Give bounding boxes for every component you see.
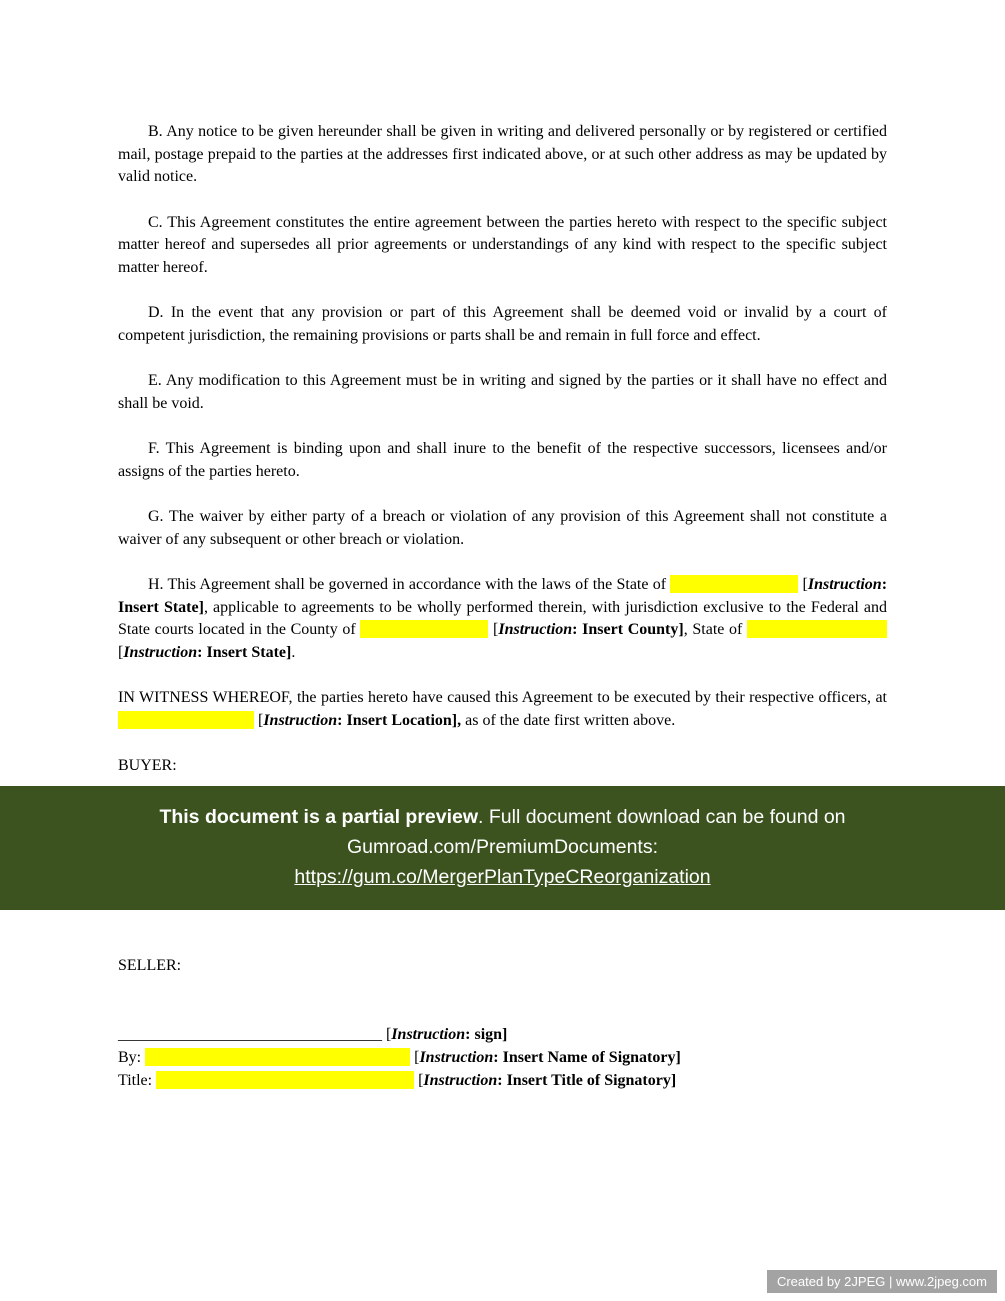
paragraph-c: C. This Agreement constitutes the entire agreement between the parties hereto with respect to the specific subject matter hereof and supersedes all prior agreements or understandings of any kind with respect to the specific subject matter hereof. (118, 213, 887, 276)
instruction-note: [Instruction: Insert State] (118, 643, 292, 661)
highlight-blank (670, 575, 798, 593)
highlight-blank (747, 620, 887, 638)
seller-section (0, 910, 1005, 977)
preview-download-link[interactable]: https://gum.co/MergerPlanTypeCReorganization (294, 866, 711, 888)
paragraph-e: E. Any modification to this Agreement must be in writing and signed by the parties or it shall have no effect and shall be void. (118, 372, 887, 412)
instruction-note: [Instruction: Insert Location], (258, 711, 462, 729)
preview-banner-bold-text: This document is a partial preview (159, 806, 479, 828)
paragraph-b: B. Any notice to be given hereunder shall be given in writing and delivered personally or by registered or certified mail, postage prepaid to the parties at the addresses first indicated above, or at such other address as may be updated by valid notice. (118, 123, 887, 185)
preview-banner (0, 786, 1005, 910)
watermark-badge: Created by 2JPEG | www.2jpeg.com (767, 1270, 997, 1293)
instruction-note: [Instruction: Insert Name of Signatory] (414, 1049, 681, 1066)
signature-block (0, 977, 1005, 1092)
signature-title-line: Title: [Instruction: Insert Title of Signatory] (118, 1072, 677, 1089)
highlight-blank (360, 620, 488, 638)
paragraph-witness: IN WITNESS WHEREOF, the parties hereto have caused this Agreement to be executed by their respective officers, at [Instruction: Insert Location], as of the date first written above. (118, 689, 887, 729)
paragraph-h: H. This Agreement shall be governed in accordance with the laws of the State of [Instruction: Insert State], applicable to agreements to be wholly performed therein, with jurisdiction exclusive to the Federal and State courts located in the County of [Instruction: Insert County], State of [Instruction: Insert State]. (118, 576, 888, 661)
instruction-note: [Instruction: sign] (386, 1026, 508, 1043)
instruction-note: [Instruction: Insert County] (493, 621, 684, 638)
buyer-label: BUYER: (118, 757, 177, 774)
paragraph-f: F. This Agreement is binding upon and shall inure to the benefit of the respective successors, licensees and/or assigns of the parties hereto. (118, 440, 887, 480)
paragraph-d: D. In the event that any provision or part of this Agreement shall be deemed void or invalid by a court of competent jurisdiction, the remaining provisions or parts shall be and remain in full force and effect. (118, 304, 887, 344)
highlight-blank (145, 1048, 410, 1066)
highlight-blank (156, 1071, 414, 1089)
signature-by-line: By: [Instruction: Insert Name of Signatory] (118, 1049, 681, 1066)
instruction-note: [Instruction: Insert Title of Signatory] (418, 1072, 677, 1089)
seller-label: SELLER: (118, 957, 182, 974)
highlight-blank (118, 711, 254, 729)
signature-sign-line: _________________________________ [Instruction: sign] (118, 1026, 508, 1043)
preview-banner-text (159, 806, 845, 858)
paragraph-g: G. The waiver by either party of a breach or violation of any provision of this Agreement shall not constitute a waiver of any subsequent or other breach or violation. (118, 508, 887, 548)
preview-banner-rest-text: . Full document download can be found on Gumroad.com/PremiumDocuments: (346, 806, 846, 858)
instruction-note: [Instruction: Insert State] (118, 576, 888, 616)
